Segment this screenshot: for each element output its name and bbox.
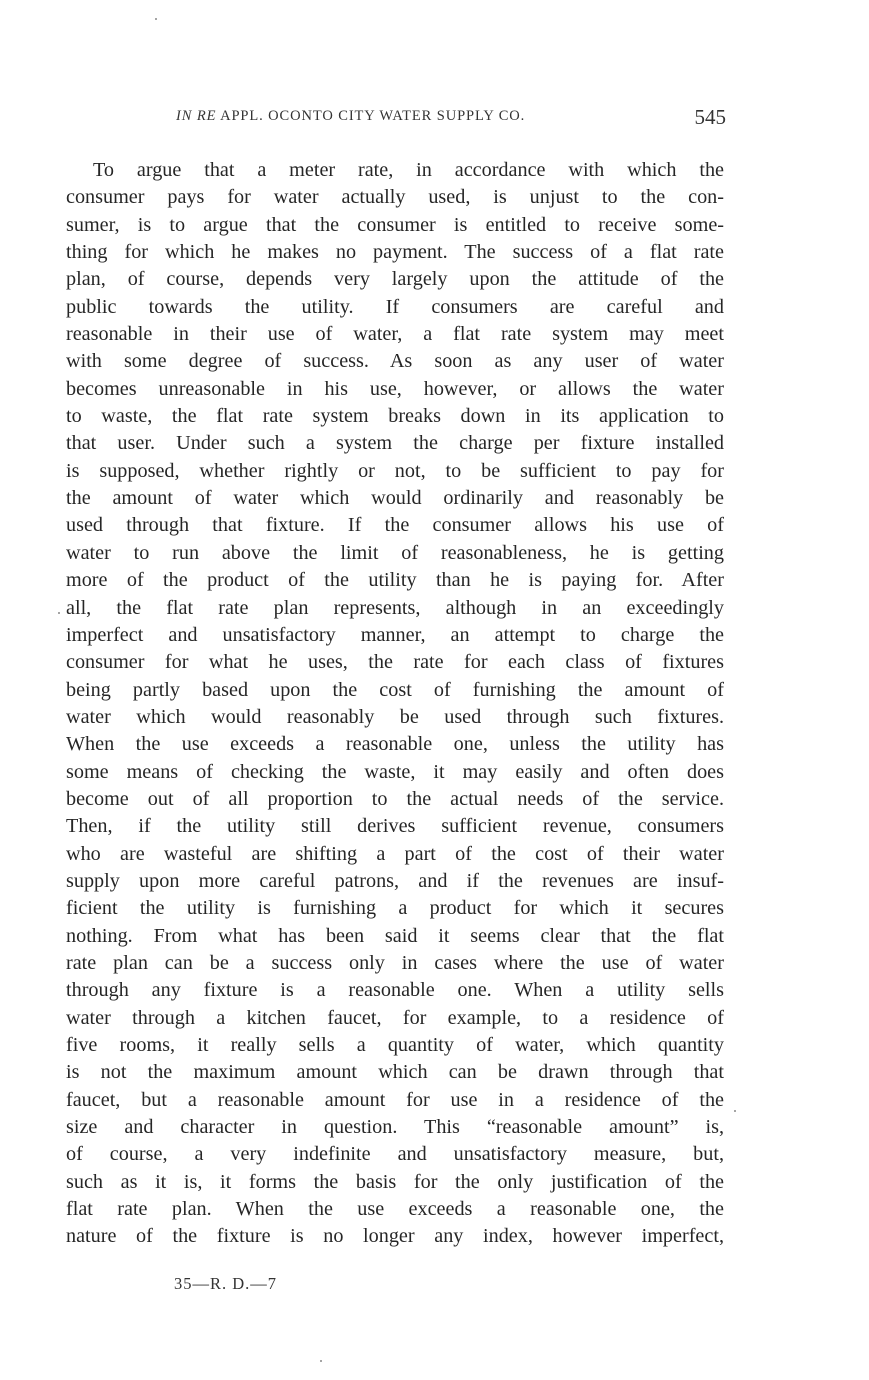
text-line: Then, if the utility still derives sufficient revenue, consumers [66, 815, 724, 838]
text-line: To argue that a meter rate, in accordance with which the [93, 159, 724, 181]
scan-speck [734, 1110, 736, 1112]
text-line: supply upon more careful patrons, and if the revenues are insuf- [66, 869, 724, 892]
text-line: being partly based upon the cost of furnishing the amount of [66, 678, 724, 701]
text-line: rate plan can be a success only in cases where the use of water [66, 951, 724, 974]
text-line: nature of the fixture is no longer any index, however imperfect, [66, 1225, 724, 1248]
text-line: size and character in question. This “reasonable amount” is, [66, 1116, 724, 1139]
text-line: who are wasteful are shifting a part of the cost of their water [66, 842, 724, 865]
scan-speck [320, 1360, 322, 1362]
running-head-text: APPL. OCONTO CITY WATER SUPPLY CO. [216, 108, 526, 124]
text-line: sumer, is to argue that the consumer is entitled to receive some- [66, 213, 724, 236]
text-line: used through that fixture. If the consumer allows his use of [66, 514, 724, 537]
text-line: faucet, but a reasonable amount for use in a residence of the [66, 1088, 724, 1111]
text-line: becomes unreasonable in his use, however, or allows the water [66, 377, 724, 400]
text-line: consumer for what he uses, the rate for each class of fixtures [66, 651, 724, 674]
text-line: that user. Under such a system the charge per fixture installed [66, 432, 724, 455]
text-line: When the use exceeds a reasonable one, unless the utility has [66, 733, 724, 756]
text-line: with some degree of success. As soon as any user of water [66, 350, 724, 373]
text-line: flat rate plan. When the use exceeds a reasonable one, the [66, 1198, 724, 1221]
text-line: to waste, the flat rate system breaks down in its application to [66, 405, 724, 428]
text-line: become out of all proportion to the actual needs of the service. [66, 787, 724, 810]
text-line: of course, a very indefinite and unsatisfactory measure, but, [66, 1143, 724, 1166]
text-line: imperfect and unsatisfactory manner, an attempt to charge the [66, 623, 724, 646]
text-line: is supposed, whether rightly or not, to be sufficient to pay for [66, 459, 724, 482]
signature-mark: 35—R. D.—7 [174, 1274, 278, 1293]
text-line: reasonable in their use of water, a flat rate system may meet [66, 323, 724, 346]
scan-speck [58, 612, 60, 614]
text-line: five rooms, it really sells a quantity of water, which quantity [66, 1034, 724, 1056]
running-head-italic: IN RE [176, 108, 217, 124]
page-header [172, 105, 728, 135]
text-line: some means of checking the waste, it may easily and often does [66, 760, 724, 783]
text-line: ficient the utility is furnishing a product for which it secures [66, 897, 724, 920]
text-line: more of the product of the utility than he is paying for. After [66, 569, 724, 592]
text-line: water which would reasonably be used through such fixtures. [66, 705, 724, 728]
text-line: nothing. From what has been said it seems clear that the flat [66, 924, 724, 947]
text-line: the amount of water which would ordinarily and reasonably be [66, 487, 724, 510]
page-number: 545 [694, 105, 726, 129]
text-line: water through a kitchen faucet, for example, to a residence of [66, 1006, 724, 1029]
running-head [176, 108, 525, 125]
text-line: such as it is, it forms the basis for the only justification of the [66, 1170, 724, 1193]
text-line: is not the maximum amount which can be drawn through that [66, 1061, 724, 1084]
body-paragraph [66, 157, 724, 1251]
text-line: through any fixture is a reasonable one. When a utility sells [66, 979, 724, 1002]
text-line: water to run above the limit of reasonableness, he is getting [66, 541, 724, 564]
text-line: thing for which he makes no payment. The success of a flat rate [66, 241, 724, 264]
text-line: plan, of course, depends very largely upon the attitude of the [66, 268, 724, 291]
text-line: public towards the utility. If consumers are careful and [66, 295, 724, 318]
scan-speck [155, 18, 157, 20]
text-line: all, the flat rate plan represents, although in an exceedingly [66, 596, 724, 619]
text-line: consumer pays for water actually used, is unjust to the con- [66, 186, 724, 209]
